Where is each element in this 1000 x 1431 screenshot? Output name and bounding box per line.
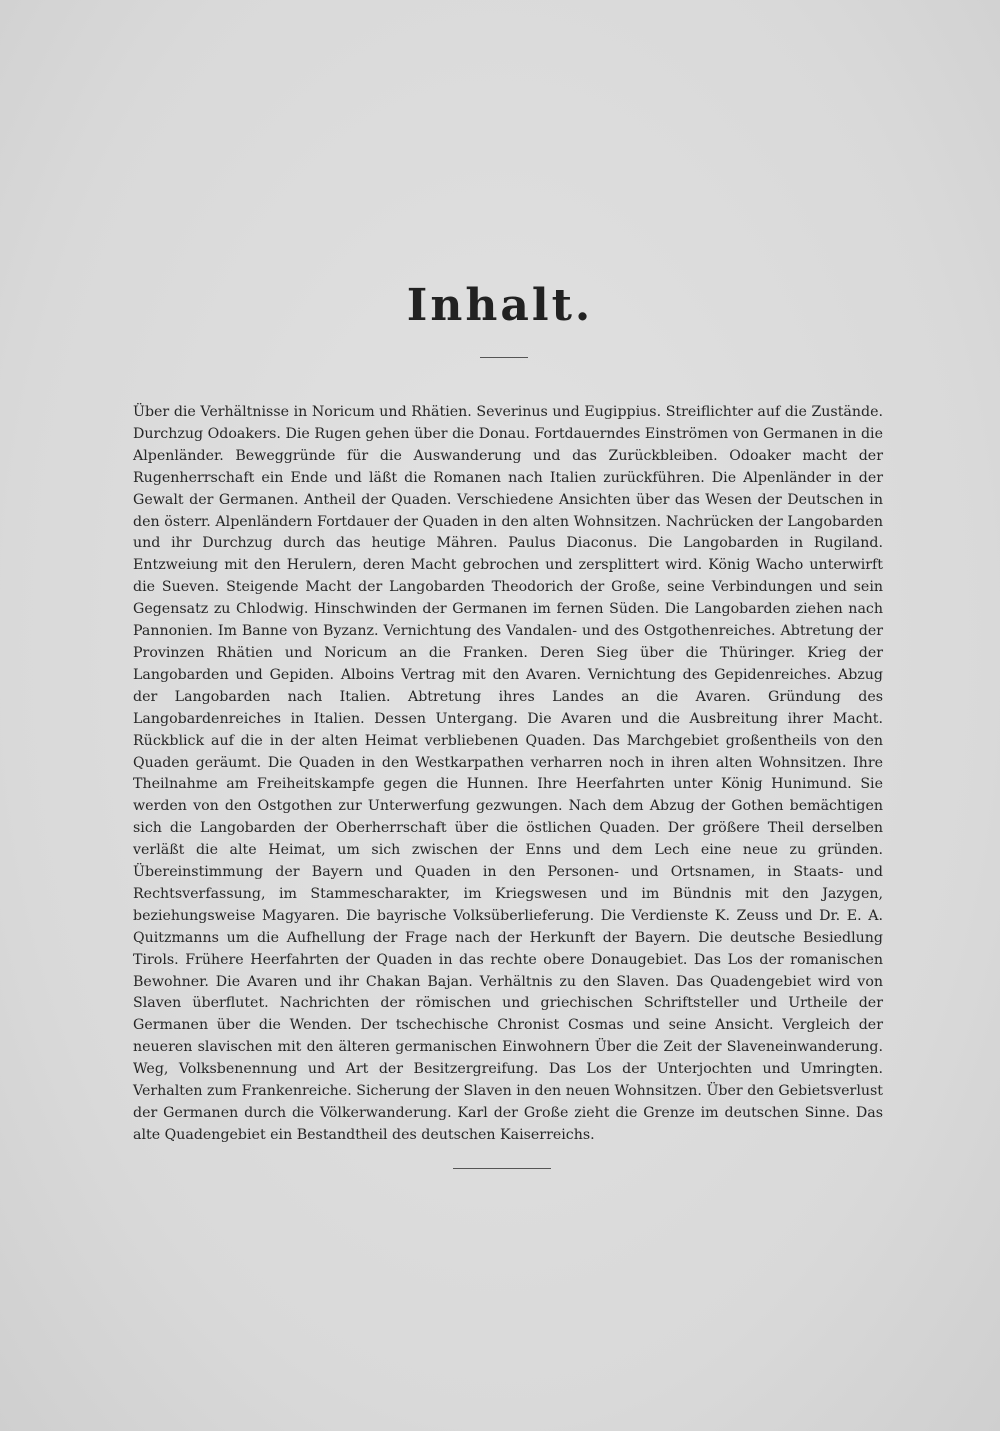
title-divider (480, 357, 528, 358)
end-divider (453, 1168, 551, 1169)
contents-paragraph: Über die Verhältnisse in Noricum und Rhätien. Severinus und Eugippius. Streiflichter auf die Zustände. Durchzug Odoakers. Die Rugen gehen über die Donau. Fortdauerndes Einströmen von Germanen in die Alpenländer. Beweggründe für die Auswanderung und das Zurückbleiben. Odoaker macht der Rugenherrschaft ein Ende und läßt die Romanen nach Italien zurückführen. Die Alpenländer in der Gewalt der Germanen. Antheil der Quaden. Verschiedene Ansichten über das Wesen der Deutschen in den österr. Alpenländern Fortdauer der Quaden in den alten Wohnsitzen. Nachrücken der Langobarden und ihr Durchzug durch das heutige Mähren. Paulus Diaconus. Die Langobarden in Rugiland. Entzweiung mit den Herulern, deren Macht gebrochen und zersplittert wird. König Wacho unterwirft die Sueven. Steigende Macht der Langobarden Theodorich der Große, seine Verbindungen und sein Gegensatz zu Chlodwig. Hinschwinden der Germanen im fernen Süden. Die Langobarden ziehen nach Pannonien. Im Banne von Byzanz. Vernichtung des Vandalen- und des Ostgothenreiches. Abtretung der Provinzen Rhätien und Noricum an die Franken. Deren Sieg über die Thüringer. Krieg der Langobarden und Gepiden. Alboins Vertrag mit den Avaren. Vernichtung des Gepidenreiches. Abzug der Langobarden nach Italien. Abtretung ihres Landes an die Avaren. Gründung des Langobardenreiches in Italien. Dessen Untergang. Die Avaren und die Ausbreitung ihrer Macht. Rückblick auf die in der alten Heimat verbliebenen Quaden. Das Marchgebiet großentheils von den Quaden geräumt. Die Quaden in den Westkarpathen verharren noch in ihren alten Wohnsitzen. Ihre Theilnahme am Freiheitskampfe gegen die Hunnen. Ihre Heerfahrten unter König Hunimund. Sie werden von den Ostgothen zur Unterwerfung gezwungen. Nach dem Abzug der Gothen bemächtigen sich die Langobarden der Oberherrschaft über die östlichen Quaden. Der größere Theil derselben verläßt die alte Heimat, um sich zwischen der Enns und dem Lech eine neue zu gründen. Übereinstimmung der Bayern und Quaden in den Personen- und Ortsnamen, in Staats- und Rechtsverfassung, im Stammescharakter, im Kriegswesen und im Bündnis mit den Jazygen, beziehungsweise Magyaren. Die bayrische Volksüberlieferung. Die Verdienste K. Zeuss und Dr. E. A. Quitzmanns um die Aufhellung der Frage nach der Herkunft der Bayern. Die deutsche Besiedlung Tirols. Frühere Heerfahrten der Quaden in das rechte obere Donaugebiet. Das Los der romanischen Bewohner. Die Avaren und ihr Chakan Bajan. Verhältnis zu den Slaven. Das Quadengebiet wird von Slaven überflutet. Nachrichten der römischen und griechischen Schriftsteller und Urtheile der Germanen über die Wenden. Der tschechische Chronist Cosmas und seine Ansicht. Vergleich der neueren slavischen mit den älteren germanischen Einwohnern Über die Zeit der Slaveneinwanderung. Weg, Volksbenennung und Art der Besitzergreifung. Das Los der Unterjochten und Umringten. Verhalten zum Frankenreiche. Sicherung der Slaven in den neuen Wohnsitzen. Über den Gebietsverlust der Germanen durch die Völkerwanderung. Karl der Große zieht die Grenze im deutschen Sinne. Das alte Quadengebiet ein Bestandtheil des deutschen Kaiserreichs. (133, 404, 883, 1143)
page-title: Inhalt. (406, 280, 594, 331)
